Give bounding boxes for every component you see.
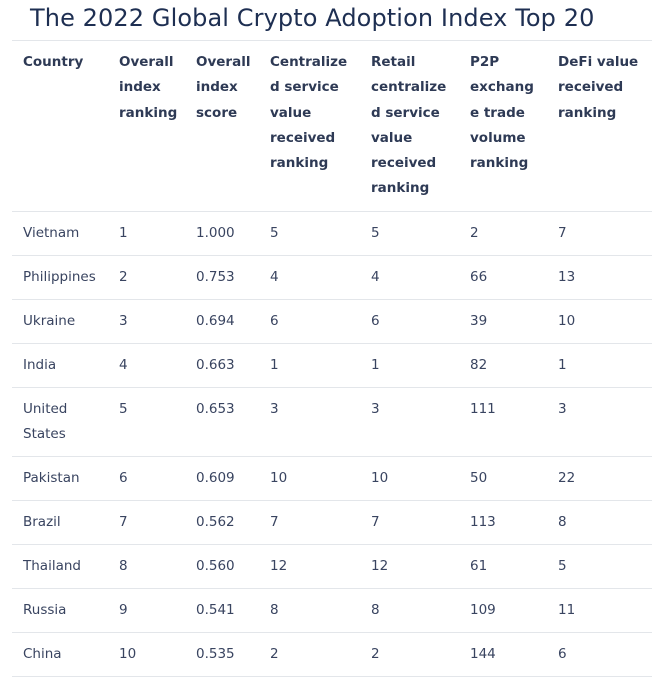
cell-defi-ranking: 13 — [547, 256, 652, 300]
cell-index-score: 0.663 — [185, 344, 259, 388]
cell-p2p-ranking: 61 — [459, 545, 547, 589]
cell-p2p-ranking: 111 — [459, 388, 547, 457]
cell-index-score: 0.535 — [185, 633, 259, 677]
table-row — [12, 545, 652, 589]
cell-index-score: 0.694 — [185, 300, 259, 344]
table-row — [12, 388, 652, 457]
cell-index-ranking: 8 — [108, 545, 185, 589]
cell-retail-ranking: 7 — [360, 501, 459, 545]
cell-index-ranking: 1 — [108, 212, 185, 256]
cell-retail-ranking: 10 — [360, 457, 459, 501]
cell-defi-ranking: 11 — [547, 589, 652, 633]
cell-retail-ranking: 4 — [360, 256, 459, 300]
table-row — [12, 256, 652, 300]
header-country: Country — [12, 41, 108, 212]
cell-country: Vietnam — [12, 212, 108, 256]
cell-retail-ranking: 1 — [360, 344, 459, 388]
cell-index-ranking: 9 — [108, 589, 185, 633]
table-row — [12, 300, 652, 344]
cell-p2p-ranking: 2 — [459, 212, 547, 256]
cell-index-score: 0.609 — [185, 457, 259, 501]
cell-centralized-ranking: 8 — [259, 589, 360, 633]
table-row — [12, 589, 652, 633]
cell-centralized-ranking: 12 — [259, 545, 360, 589]
cell-index-score: 0.653 — [185, 388, 259, 457]
cell-index-ranking: 5 — [108, 388, 185, 457]
page-title: The 2022 Global Crypto Adoption Index Top 20 — [30, 4, 595, 32]
cell-index-ranking: 3 — [108, 300, 185, 344]
cell-country: Pakistan — [12, 457, 108, 501]
cell-country: Brazil — [12, 501, 108, 545]
cell-index-score: 0.753 — [185, 256, 259, 300]
cell-p2p-ranking: 82 — [459, 344, 547, 388]
header-overall-index-score: Overall index score — [185, 41, 259, 212]
cell-defi-ranking: 10 — [547, 300, 652, 344]
cell-retail-ranking: 8 — [360, 589, 459, 633]
cell-centralized-ranking: 4 — [259, 256, 360, 300]
cell-retail-ranking: 12 — [360, 545, 459, 589]
cell-index-score: 0.560 — [185, 545, 259, 589]
cell-centralized-ranking: 3 — [259, 388, 360, 457]
cell-index-ranking: 2 — [108, 256, 185, 300]
table-row — [12, 212, 652, 256]
adoption-table-container[interactable] — [12, 40, 639, 672]
cell-country: Ukraine — [12, 300, 108, 344]
cell-retail-ranking: 3 — [360, 388, 459, 457]
cell-defi-ranking: 7 — [547, 212, 652, 256]
cell-index-ranking: 6 — [108, 457, 185, 501]
cell-defi-ranking: 3 — [547, 388, 652, 457]
cell-index-ranking: 4 — [108, 344, 185, 388]
header-defi-ranking: DeFi value received ranking — [547, 41, 652, 212]
cell-defi-ranking: 6 — [547, 633, 652, 677]
cell-country: China — [12, 633, 108, 677]
cell-defi-ranking: 1 — [547, 344, 652, 388]
cell-p2p-ranking: 113 — [459, 501, 547, 545]
cell-p2p-ranking: 39 — [459, 300, 547, 344]
cell-defi-ranking: 22 — [547, 457, 652, 501]
cell-retail-ranking: 5 — [360, 212, 459, 256]
table-row — [12, 344, 652, 388]
cell-index-ranking: 10 — [108, 633, 185, 677]
table-header-row — [12, 41, 652, 212]
cell-centralized-ranking: 2 — [259, 633, 360, 677]
cell-defi-ranking: 8 — [547, 501, 652, 545]
cell-p2p-ranking: 66 — [459, 256, 547, 300]
table-row — [12, 501, 652, 545]
header-overall-index-ranking: Overall index ranking — [108, 41, 185, 212]
cell-country: United States — [12, 388, 108, 457]
cell-defi-ranking: 5 — [547, 545, 652, 589]
cell-index-score: 1.000 — [185, 212, 259, 256]
header-centralized-service-ranking: Centralized service value received ranking — [259, 41, 360, 212]
cell-retail-ranking: 6 — [360, 300, 459, 344]
adoption-table — [12, 40, 652, 677]
table-row — [12, 457, 652, 501]
cell-p2p-ranking: 50 — [459, 457, 547, 501]
cell-centralized-ranking: 5 — [259, 212, 360, 256]
header-p2p-ranking: P2P exchange trade volume ranking — [459, 41, 547, 212]
cell-centralized-ranking: 1 — [259, 344, 360, 388]
header-retail-centralized-ranking: Retail centralized service value received ranking — [360, 41, 459, 212]
cell-index-score: 0.541 — [185, 589, 259, 633]
cell-country: Philippines — [12, 256, 108, 300]
cell-country: Russia — [12, 589, 108, 633]
table-row — [12, 633, 652, 677]
cell-index-score: 0.562 — [185, 501, 259, 545]
cell-centralized-ranking: 10 — [259, 457, 360, 501]
cell-country: Thailand — [12, 545, 108, 589]
cell-country: India — [12, 344, 108, 388]
cell-retail-ranking: 2 — [360, 633, 459, 677]
cell-p2p-ranking: 144 — [459, 633, 547, 677]
cell-centralized-ranking: 7 — [259, 501, 360, 545]
cell-centralized-ranking: 6 — [259, 300, 360, 344]
cell-p2p-ranking: 109 — [459, 589, 547, 633]
cell-index-ranking: 7 — [108, 501, 185, 545]
